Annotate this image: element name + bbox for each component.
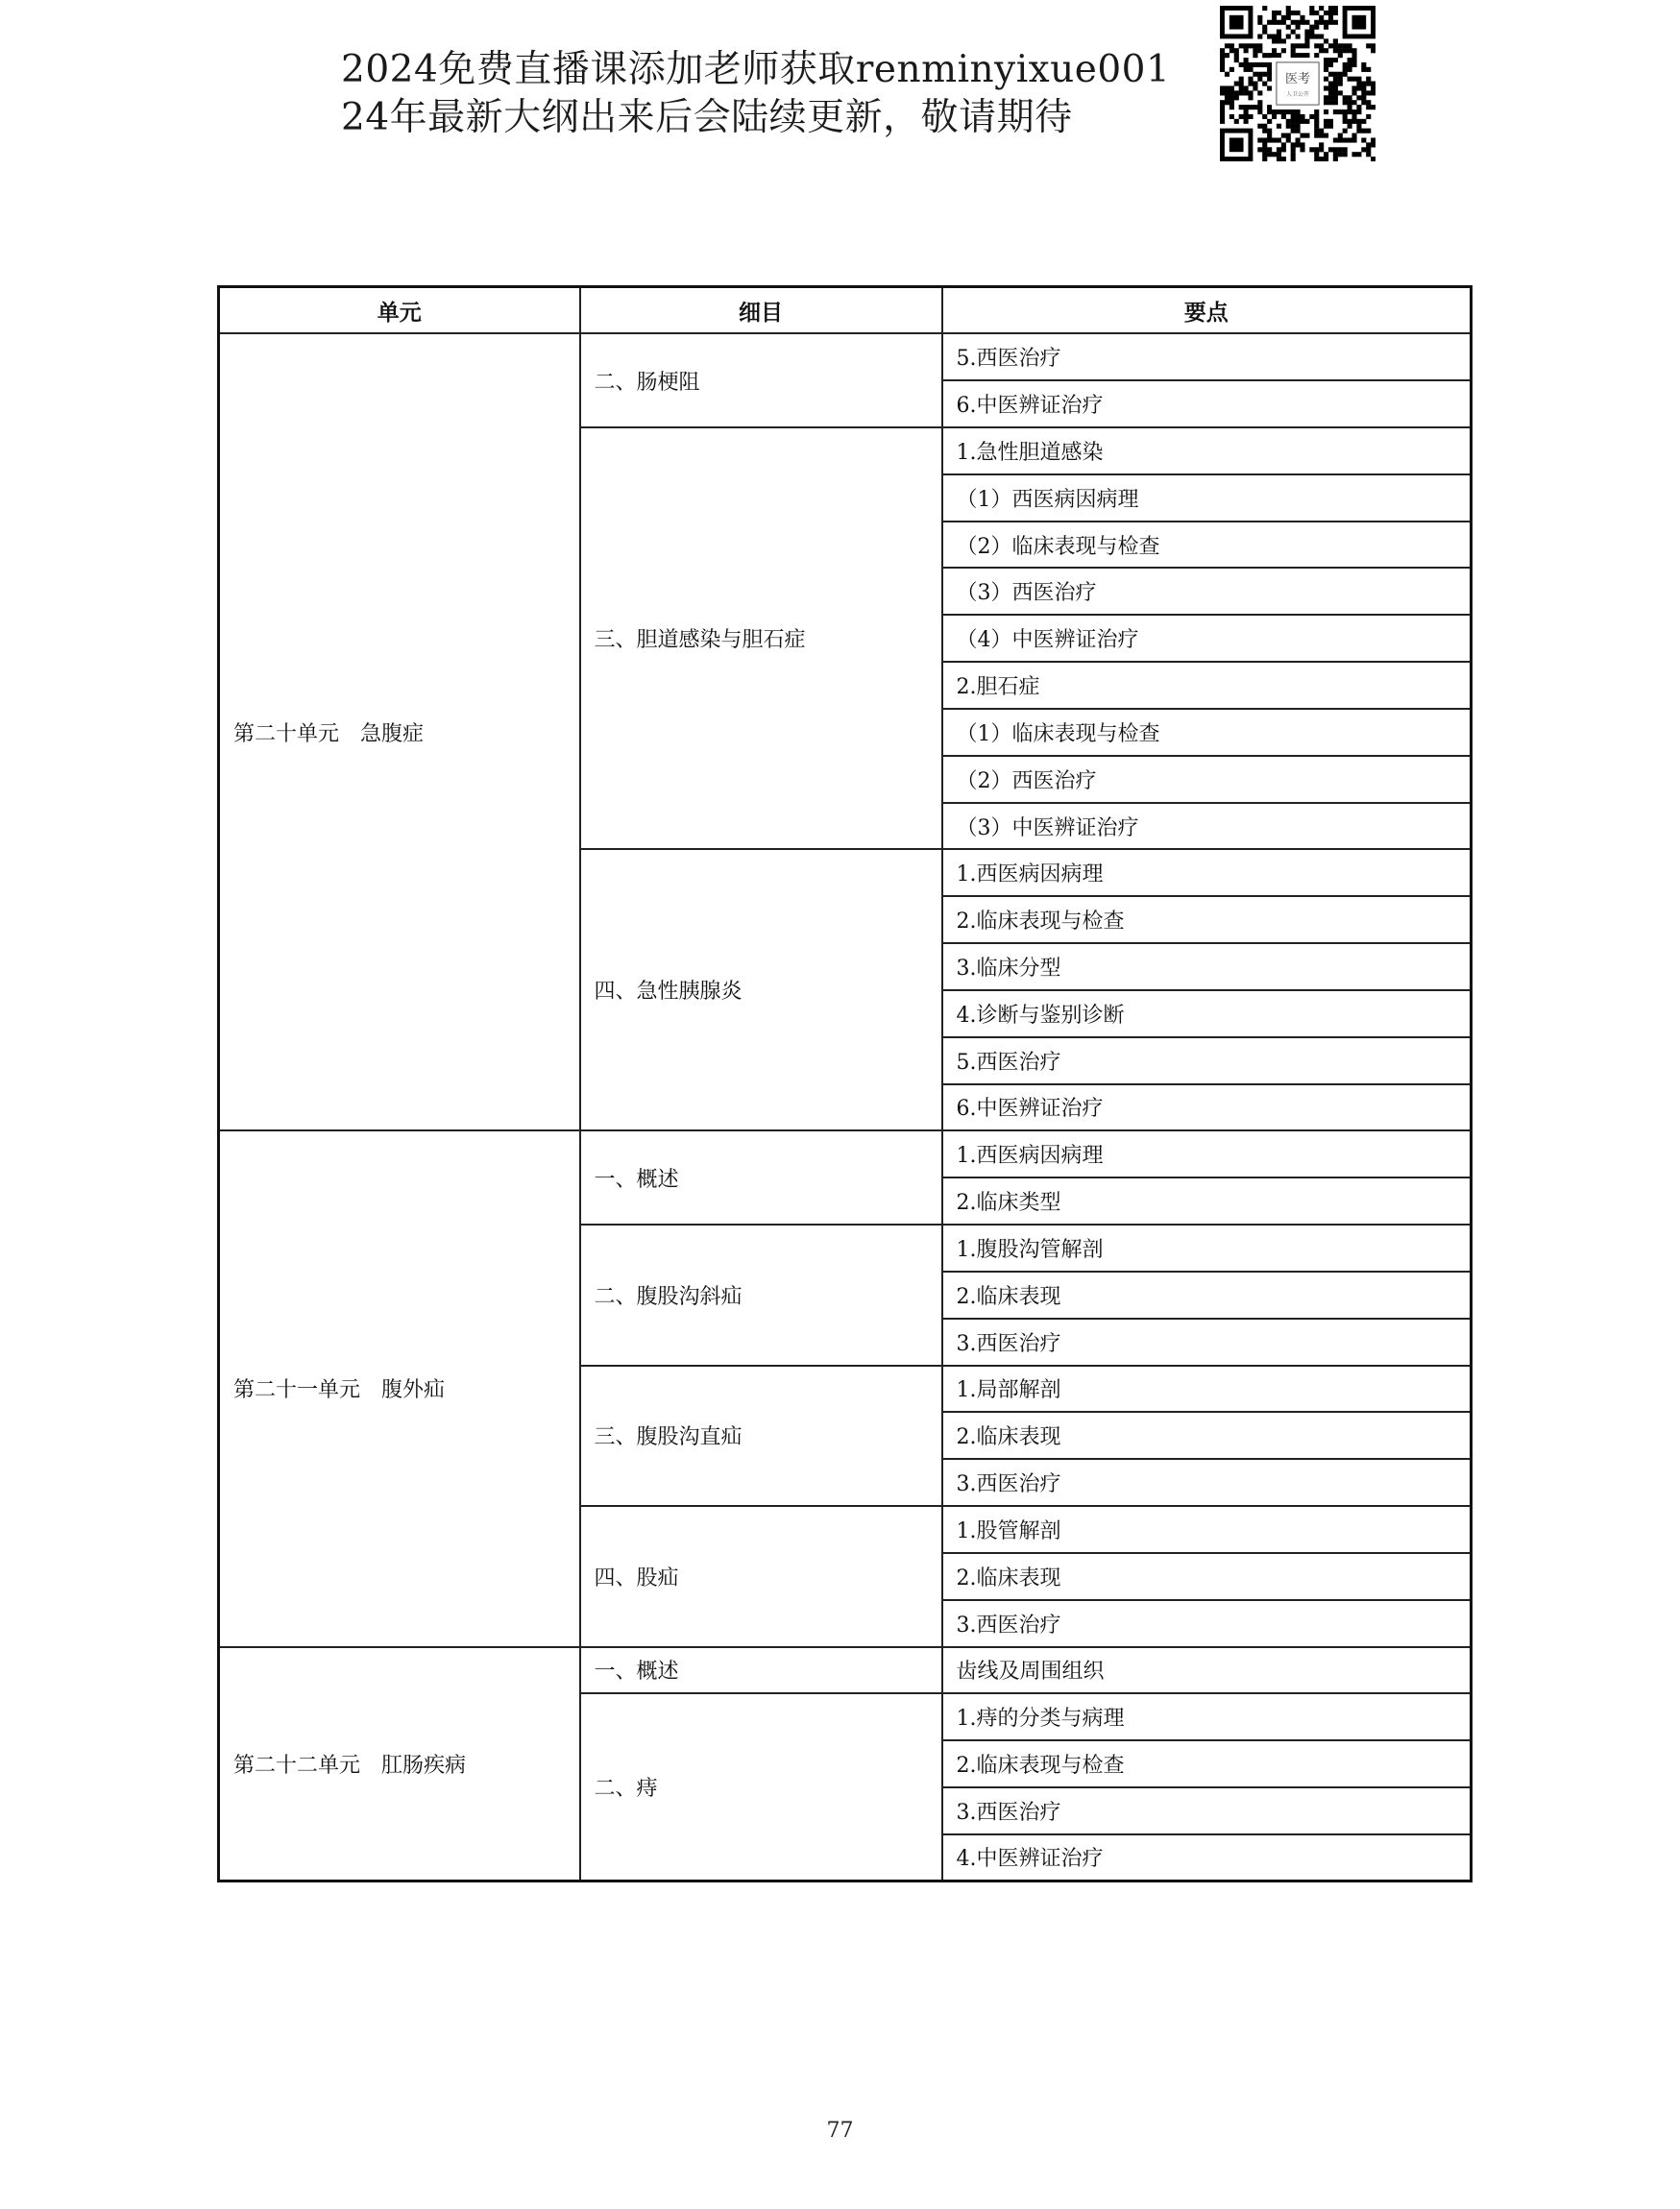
column-header-points: 要点 <box>942 287 1472 334</box>
point-cell: 1.局部解剖 <box>942 1366 1472 1413</box>
point-cell: 4.中医辨证治疗 <box>942 1834 1472 1881</box>
point-cell: 2.胆石症 <box>942 662 1472 709</box>
point-cell: （3）西医治疗 <box>942 568 1472 615</box>
page-number: 77 <box>826 2119 854 2143</box>
qr-code[interactable] <box>1220 6 1376 161</box>
table-row <box>219 333 1472 380</box>
point-cell: 1.股管解剖 <box>942 1506 1472 1553</box>
header-line-1: 2024免费直播课添加老师获取renminyixue001 <box>341 48 1171 91</box>
point-cell: （1）临床表现与检查 <box>942 709 1472 756</box>
detail-cell: 一、概述 <box>580 1647 942 1694</box>
point-cell: （4）中医辨证治疗 <box>942 615 1472 662</box>
qr-finder-pattern <box>1343 6 1376 38</box>
point-cell: 5.西医治疗 <box>942 333 1472 380</box>
point-cell: 3.西医治疗 <box>942 1319 1472 1366</box>
point-cell: 1.急性胆道感染 <box>942 427 1472 474</box>
detail-cell: 二、痔 <box>580 1693 942 1881</box>
point-cell: 3.西医治疗 <box>942 1459 1472 1506</box>
point-cell: 5.西医治疗 <box>942 1037 1472 1084</box>
point-cell: 2.临床表现 <box>942 1412 1472 1459</box>
point-cell: 1.西医病因病理 <box>942 1130 1472 1177</box>
detail-cell: 二、肠梗阻 <box>580 333 942 427</box>
table-header-row <box>219 287 1472 334</box>
point-cell: （3）中医辨证治疗 <box>942 803 1472 850</box>
point-cell: 2.临床表现与检查 <box>942 1740 1472 1787</box>
detail-cell: 二、腹股沟斜疝 <box>580 1225 942 1365</box>
point-cell: （2）西医治疗 <box>942 756 1472 803</box>
point-cell: 1.西医病因病理 <box>942 849 1472 896</box>
unit-cell: 第二十二单元 肛肠疾病 <box>219 1647 580 1881</box>
unit-cell: 第二十单元 急腹症 <box>219 333 580 1130</box>
detail-cell: 四、急性胰腺炎 <box>580 849 942 1130</box>
point-cell: 2.临床表现 <box>942 1272 1472 1319</box>
point-cell: 2.临床表现 <box>942 1553 1472 1600</box>
qr-center-label: 医考 <box>1284 72 1311 86</box>
qr-finder-pattern <box>1220 6 1253 38</box>
point-cell: （1）西医病因病理 <box>942 474 1472 522</box>
point-cell: 6.中医辨证治疗 <box>942 380 1472 427</box>
detail-cell: 三、腹股沟直疝 <box>580 1366 942 1506</box>
point-cell: 4.诊断与鉴别诊断 <box>942 990 1472 1037</box>
qr-center-sublabel: 人卫公开 <box>1285 91 1310 98</box>
header-notice <box>341 46 1205 142</box>
point-cell: 齿线及周围组织 <box>942 1647 1472 1694</box>
unit-cell: 第二十一单元 腹外疝 <box>219 1130 580 1646</box>
point-cell: 1.痔的分类与病理 <box>942 1693 1472 1740</box>
point-cell: 3.临床分型 <box>942 943 1472 990</box>
point-cell: 2.临床表现与检查 <box>942 896 1472 943</box>
column-header-detail: 细目 <box>580 287 942 334</box>
qr-code-image <box>1220 6 1376 161</box>
column-header-unit: 单元 <box>219 287 580 334</box>
syllabus-table <box>217 285 1473 1882</box>
header-line-2: 24年最新大纲出来后会陆续更新，敬请期待 <box>341 96 1073 139</box>
point-cell: 3.西医治疗 <box>942 1787 1472 1834</box>
detail-cell: 四、股疝 <box>580 1506 942 1646</box>
table-body <box>219 333 1472 1881</box>
qr-finder-pattern <box>1220 129 1253 161</box>
point-cell: 3.西医治疗 <box>942 1600 1472 1647</box>
point-cell: 2.临床类型 <box>942 1177 1472 1225</box>
point-cell: 1.腹股沟管解剖 <box>942 1225 1472 1272</box>
point-cell: 6.中医辨证治疗 <box>942 1084 1472 1131</box>
point-cell: （2）临床表现与检查 <box>942 522 1472 569</box>
detail-cell: 一、概述 <box>580 1130 942 1225</box>
table-row <box>219 1647 1472 1694</box>
table-row <box>219 1130 1472 1177</box>
detail-cell: 三、胆道感染与胆石症 <box>580 427 942 849</box>
